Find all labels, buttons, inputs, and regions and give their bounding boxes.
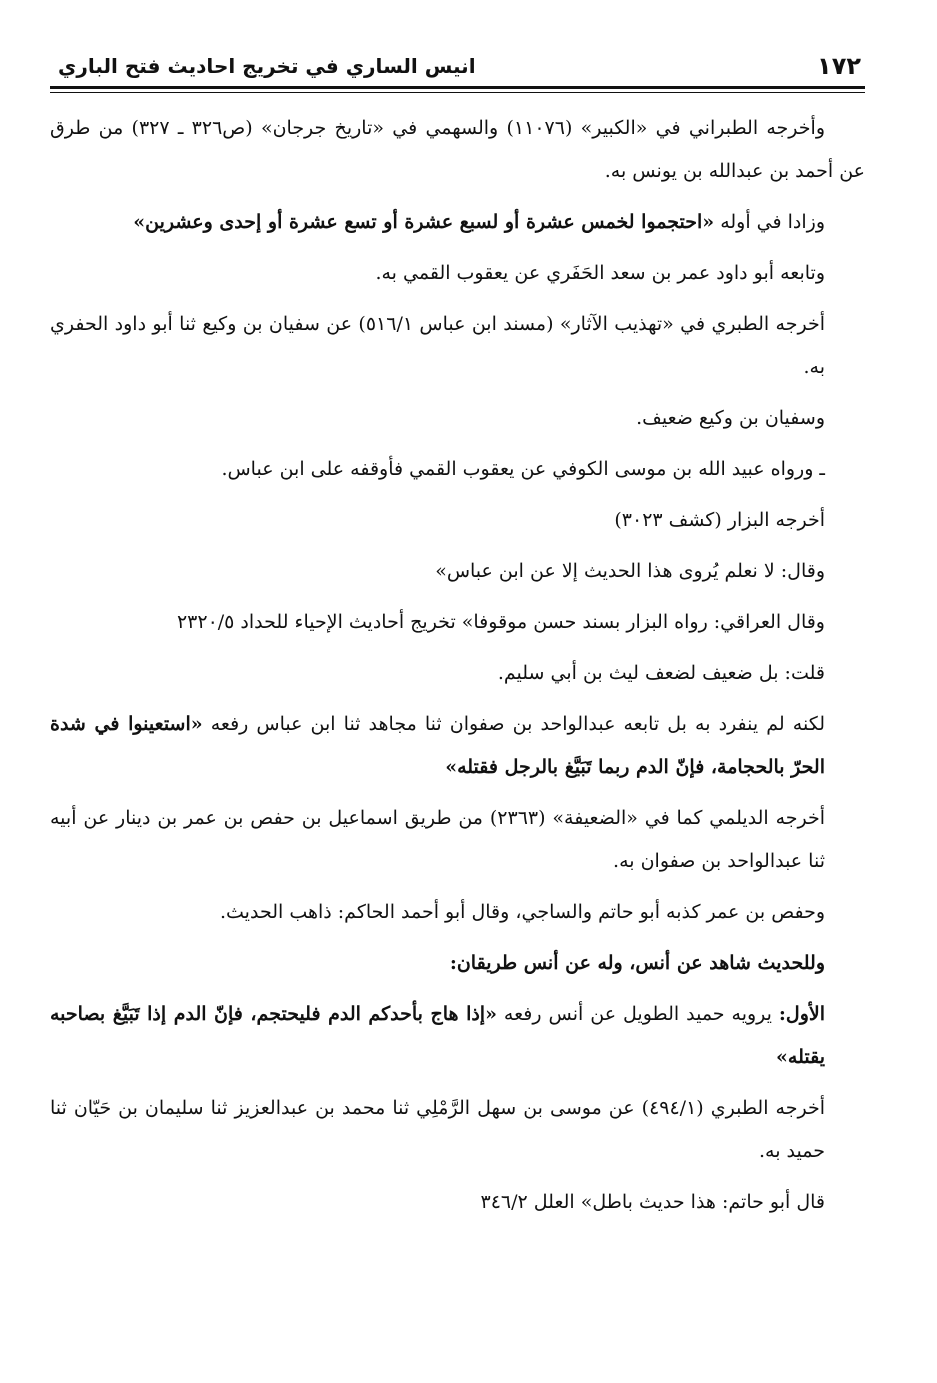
paragraph (50, 550, 865, 593)
paragraph (50, 797, 865, 883)
paragraph (50, 448, 865, 491)
bold-text-run: وللحديث شاهد عن أنس، وله عن أنس طريقان: (449, 952, 825, 974)
page-number: ١٧٢ (817, 52, 861, 80)
paragraph (50, 201, 865, 244)
running-header (50, 40, 865, 84)
document-page (50, 40, 865, 1232)
paragraph (50, 703, 865, 789)
text-run: أخرجه الديلمي كما في «الضعيفة» (٢٣٦٣) من طريق اسماعيل بن حفص بن عمر بن دينار عن أبيه ثنا عبدالواحد بن صفوان به. (50, 807, 826, 872)
text-run: وقال العراقي: رواه البزار بسند حسن موقوفا» تخريج أحاديث الإحياء للحداد ٢٣٢٠/٥ (176, 611, 825, 633)
paragraph (50, 1181, 865, 1224)
text-run: لكنه لم ينفرد به بل تابعه عبدالواحد بن صفوان ثنا مجاهد ثنا ابن عباس رفعه (202, 713, 825, 735)
text-run: قال أبو حاتم: هذا حديث باطل» العلل ٣٤٦/٢ (480, 1191, 825, 1213)
book-title: انيس الساري في تخريج احاديث فتح الباري (58, 54, 476, 78)
paragraph (50, 1087, 865, 1173)
header-rule-thin (50, 92, 865, 93)
paragraph (50, 652, 865, 695)
text-run: قلت: بل ضعيف لضعف ليث بن أبي سليم. (497, 662, 825, 684)
text-run: وقال: لا نعلم يُروى هذا الحديث إلا عن ابن عباس» (435, 560, 825, 582)
text-run: وزادا في أوله (714, 211, 825, 233)
body-text (50, 107, 865, 1224)
paragraph (50, 303, 865, 389)
text-run: يرويه حميد الطويل عن أنس رفعه (496, 1003, 779, 1025)
paragraph (50, 942, 865, 985)
paragraph (50, 252, 865, 295)
bold-text-run: «استعينوا في شدة الحرّ بالحجامة، فإنّ الدم ربما تَبَيَّغ بالرجل فقتله» (50, 713, 825, 778)
text-run: أخرجه الطبري في «تهذيب الآثار» (مسند ابن عباس ٥١٦/١) عن سفيان بن وكيع ثنا أبو داود الحفري به. (50, 313, 825, 378)
paragraph (50, 601, 865, 644)
header-rule-thick (50, 86, 865, 89)
paragraph (50, 499, 865, 542)
bold-text-run: الأول: (778, 1003, 826, 1025)
text-run: أخرجه الطبري (٤٩٤/١) عن موسى بن سهل الرَّمْلِي ثنا محمد بن عبدالعزيز ثنا سليمان بن حَيّان ثنا حميد به. (50, 1097, 825, 1162)
paragraph (50, 891, 865, 934)
paragraph (50, 107, 865, 193)
text-run: وأخرجه الطبراني في «الكبير» (١١٠٧٦) والسهمي في «تاريخ جرجان» (ص٣٢٦ ـ ٣٢٧) من طرق عن أحمد بن عبدالله بن يونس به. (50, 117, 865, 182)
paragraph (50, 993, 865, 1079)
text-run: وحفص بن عمر كذبه أبو حاتم والساجي، وقال أبو أحمد الحاكم: ذاهب الحديث. (219, 901, 825, 923)
text-run: أخرجه البزار (كشف ٣٠٢٣) (614, 509, 825, 531)
bold-text-run: «احتجموا لخمس عشرة أو لسبع عشرة أو تسع عشرة أو إحدى وعشرين» (133, 211, 715, 233)
text-run: ـ ورواه عبيد الله بن موسى الكوفي عن يعقوب القمي فأوقفه على ابن عباس. (221, 458, 825, 480)
bold-text-run: «إذا هاج بأحدكم الدم فليحتجم، فإنّ الدم إذا تَبَيَّغ بصاحبه يقتله» (50, 1003, 825, 1068)
text-run: وتابعه أبو داود عمر بن سعد الحَفَري عن يعقوب القمي به. (375, 262, 825, 284)
text-run: وسفيان بن وكيع ضعيف. (636, 407, 825, 429)
paragraph (50, 397, 865, 440)
